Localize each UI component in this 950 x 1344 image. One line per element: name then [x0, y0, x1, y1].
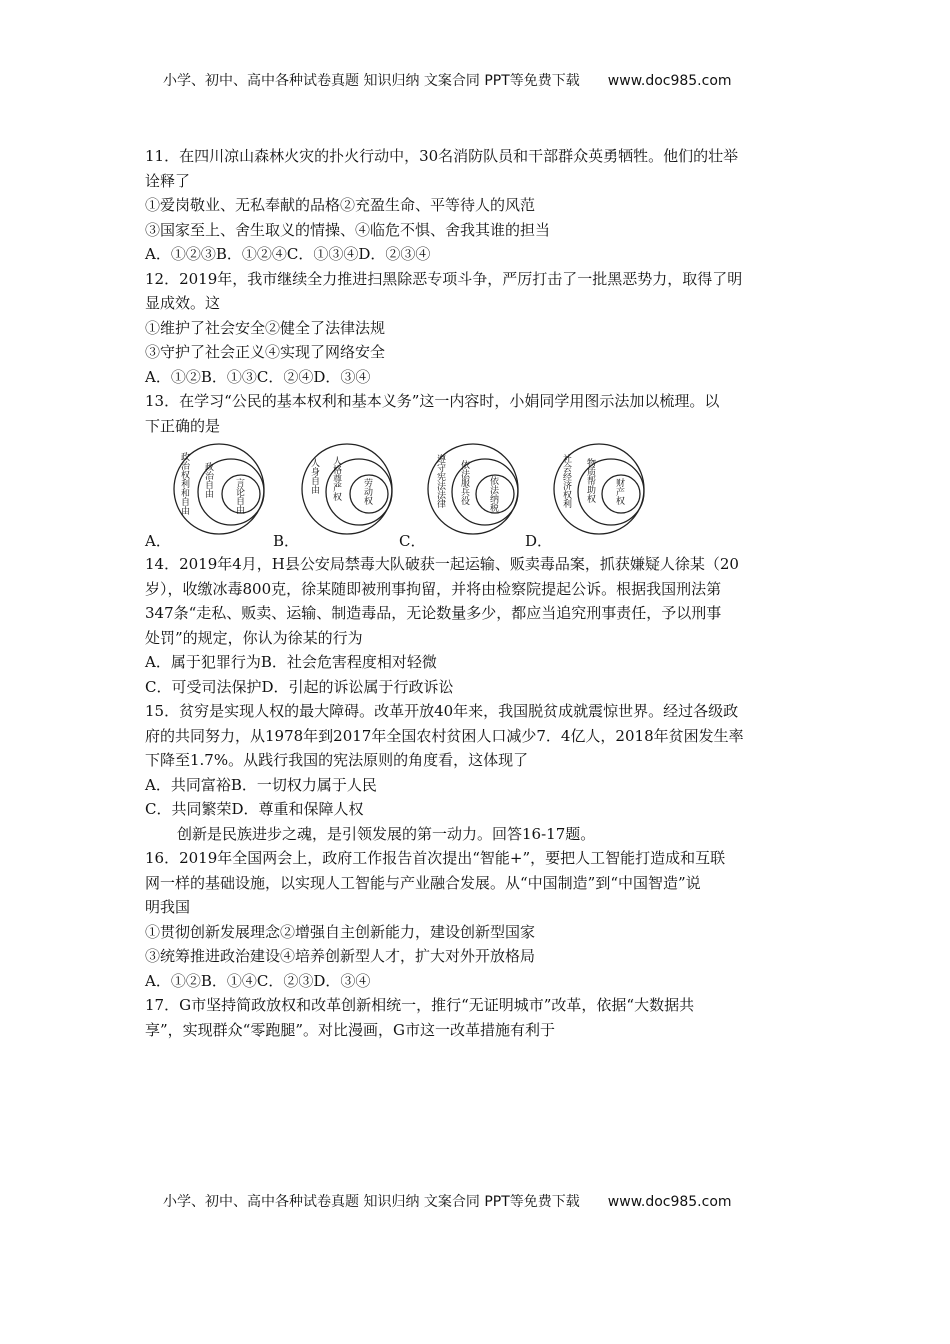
diagram-a — [169, 442, 269, 536]
q14-option-2: C．可受司法保护D．引起的诉讼属于行政诉讼 — [145, 677, 454, 696]
q16-stem-3: 明我国 — [145, 898, 191, 916]
q16-answers: A．①②B．①④C．②③D．③④ — [145, 971, 371, 990]
footer-site: www.doc985.com — [607, 1194, 732, 1210]
q16-17-intro: 创新是民族进步之魂，是引领发展的第一动力。回答16-17题。 — [177, 824, 596, 843]
q15-stem-1: 15．贫穷是实现人权的最大障碍。改革开放40年来，我国脱贫成就震惊世界。经过各级政 — [145, 702, 739, 720]
q15-option-1: A．共同富裕B．一切权力属于人民 — [145, 775, 377, 794]
q12-stem-2: 显成效。这 — [145, 294, 221, 312]
header-text: 小学、初中、高中各种试卷真题 知识归纳 文案合同 PPT等免费下载 — [163, 73, 580, 89]
q11-stem-1: 11．在四川凉山森林火灾的扑火行动中，30名消防队员和干部群众英勇牺牲。他们的壮举 — [145, 147, 739, 165]
diagram-b-label: B． — [273, 532, 300, 550]
q11-option-1: ①爱岗敬业、无私奉献的品格②充盈生命、平等待人的风范 — [145, 196, 536, 214]
diagram-c-inner: 依法纳税 — [488, 476, 498, 512]
q13-stem-1: 13．在学习“公民的基本权利和基本义务”这一内容时，小娟同学用图示法加以梳理。以 — [145, 392, 720, 410]
page-header — [163, 70, 732, 90]
diagram-d-inner: 财产权 — [614, 478, 624, 505]
q12-option-1: ①维护了社会安全②健全了法律法规 — [145, 318, 386, 337]
q16-stem-2: 网一样的基础设施，以实现人工智能与产业融合发展。从“中国制造”到“中国智造”说 — [145, 873, 701, 892]
q16-option-1: ①贯彻创新发展理念②增强自主创新能力，建设创新型国家 — [145, 922, 536, 941]
q15-stem-2: 府的共同努力，从1978年到2017年全国农村贫困人口减少7．4亿人，2018年贫困发生率 — [145, 726, 744, 745]
q14-stem-3: 347条“走私、贩卖、运输、制造毒品，无论数量多少，都应当追究刑事责任，予以刑事 — [145, 604, 722, 622]
diagram-a-inner: 言论自由 — [234, 478, 244, 514]
q17-stem-2: 享”，实现群众“零跑腿”。对比漫画，G市这一改革措施有利于 — [145, 1020, 555, 1039]
q11-answers: A．①②③B．①②④C．①③④D．②③④ — [145, 245, 431, 263]
diagram-d-label: D． — [525, 532, 553, 550]
diagram-a-middle: 政治自由 — [203, 462, 213, 498]
q16-stem-1: 16．2019年全国两会上，政府工作报告首次提出“智能+”，要把人工智能打造成和互联 — [145, 849, 726, 867]
page-footer — [163, 1191, 732, 1211]
q14-stem-1: 14．2019年4月，H县公安局禁毒大队破获一起运输、贩卖毒品案，抓获嫌疑人徐某（20 — [145, 555, 739, 573]
q12-option-2: ③守护了社会正义④实现了网络安全 — [145, 343, 386, 361]
diagram-c — [423, 442, 523, 536]
q16-option-2: ③统筹推进政治建设④培养创新型人才，扩大对外开放格局 — [145, 947, 536, 965]
diagram-c-outer: 遵守宪法法律 — [435, 454, 445, 508]
q14-option-1: A．属于犯罪行为B．社会危害程度相对轻微 — [145, 653, 437, 671]
q11-stem-2: 诠释了 — [145, 171, 191, 190]
q12-answers: A．①②B．①③C．②④D．③④ — [145, 367, 371, 386]
diagram-b-outer: 人身自由 — [309, 458, 319, 494]
diagram-b — [297, 442, 397, 536]
diagram-d-outer: 社会经济权利 — [561, 454, 571, 508]
diagram-c-middle: 依法服兵役 — [459, 460, 469, 505]
q11-option-2: ③国家至上、舍生取义的情操、④临危不惧、舍我其谁的担当 — [145, 220, 551, 239]
footer-text: 小学、初中、高中各种试卷真题 知识归纳 文案合同 PPT等免费下载 — [163, 1194, 580, 1210]
q13-stem-2: 下正确的是 — [145, 416, 221, 435]
q17-stem-1: 17．G市坚持简政放权和改革创新相统一，推行“无证明城市”改革，依据“大数据共 — [145, 996, 695, 1014]
diagram-d-middle: 物质帮助权 — [585, 458, 595, 503]
diagram-a-label: A． — [145, 532, 171, 550]
q15-stem-3: 下降至1.7%。从践行我国的宪法原则的角度看，这体现了 — [145, 751, 529, 769]
q15-option-2: C．共同繁荣D．尊重和保障人权 — [145, 800, 364, 818]
question-content — [145, 144, 815, 1042]
q14-stem-2: 岁），收缴冰毒800克，徐某随即被刑事拘留，并将由检察院提起公诉。根据我国刑法第 — [145, 579, 722, 598]
diagram-b-inner: 劳动权 — [362, 478, 372, 505]
diagram-b-middle: 人格尊严权 — [331, 456, 341, 501]
diagram-c-label: C． — [399, 532, 426, 550]
q14-stem-4: 处罚”的规定，你认为徐某的行为 — [145, 628, 363, 647]
q12-stem-1: 12．2019年，我市继续全力推进扫黑除恶专项斗争，严厉打击了一批黑恶势力，取得了明 — [145, 269, 743, 288]
q13-diagram-row — [145, 440, 815, 552]
diagram-a-outer: 政治权利和自由 — [179, 452, 189, 515]
diagram-d — [549, 442, 649, 536]
header-site: www.doc985.com — [607, 73, 732, 89]
